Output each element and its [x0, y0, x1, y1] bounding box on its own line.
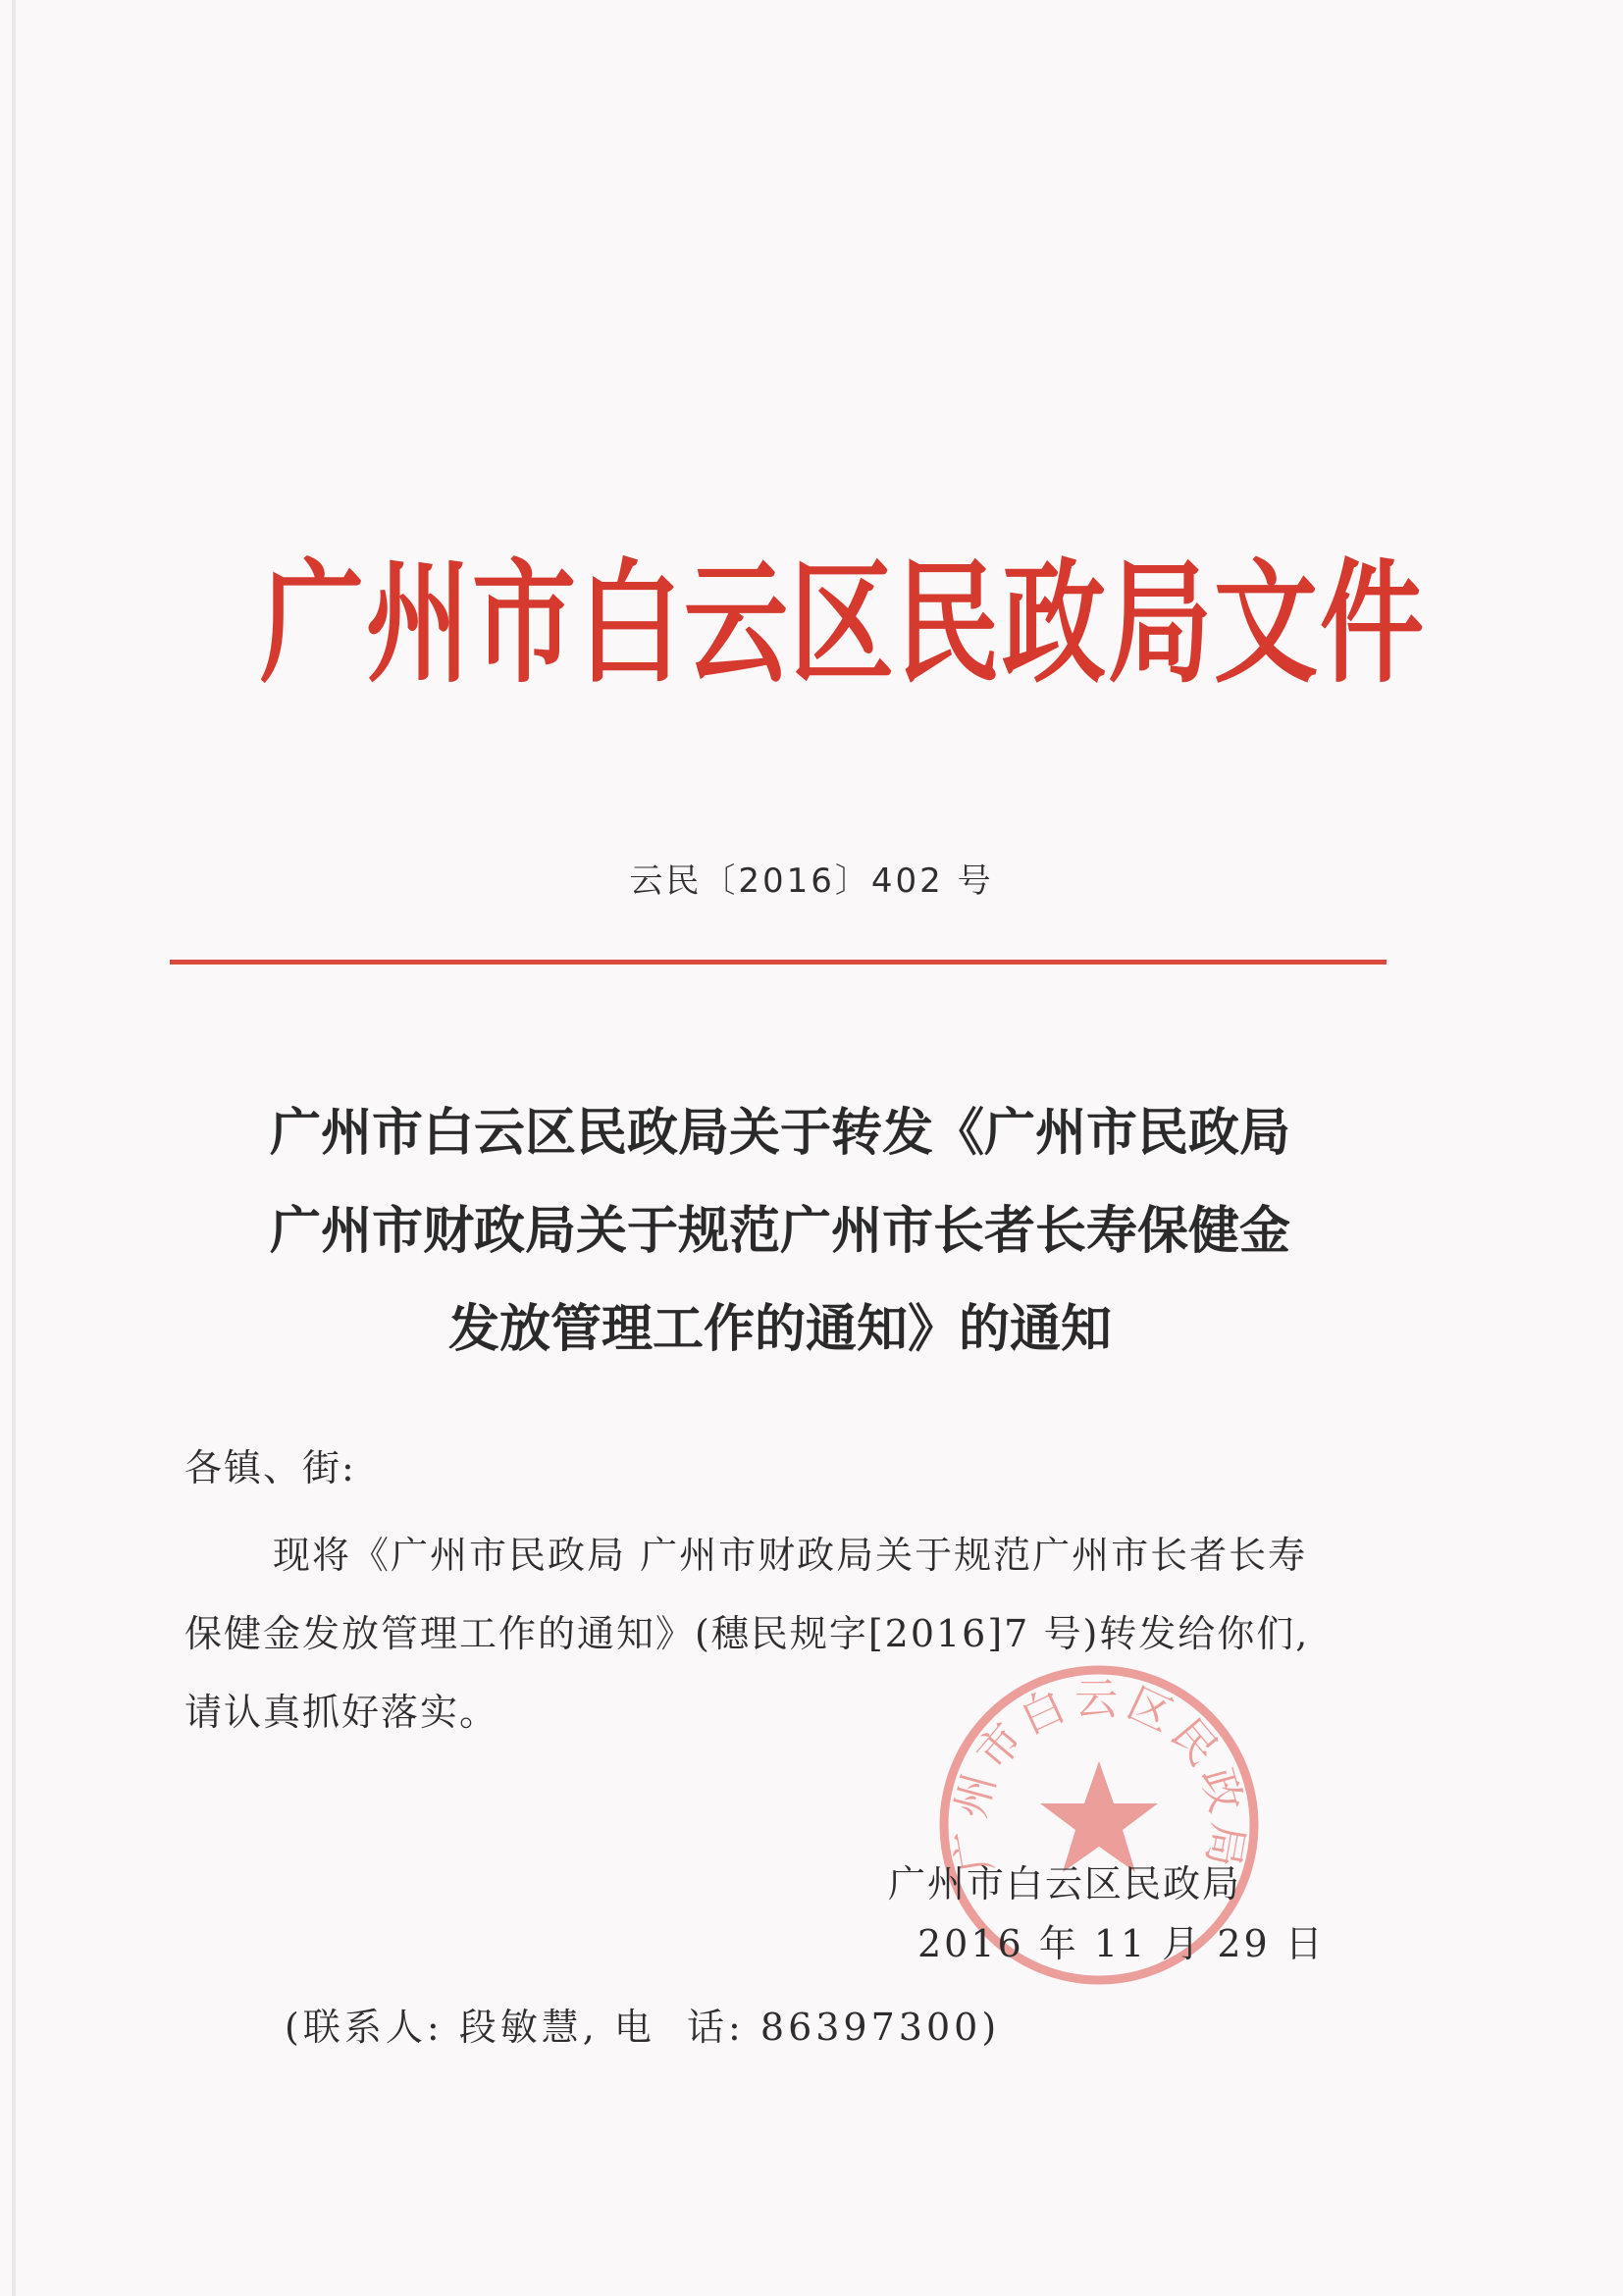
- issue-date: 2016 年 11 月 29 日: [917, 1922, 1326, 1965]
- body-line-1: 现将《广州市民政局 广州市财政局关于规范广州市长者长寿: [273, 1534, 1308, 1577]
- red-divider-rule: [170, 960, 1387, 965]
- notice-title-line-1: 广州市白云区民政局关于转发《广州市民政局: [269, 1103, 1290, 1163]
- body-line-3: 请认真抓好落实。: [184, 1691, 499, 1734]
- notice-title-line-2: 广州市财政局关于规范广州市长者长寿保健金: [269, 1201, 1290, 1261]
- body-line-2: 保健金发放管理工作的通知》(穗民规字[2016]7 号)转发给你们,: [184, 1612, 1310, 1655]
- notice-title: [167, 1084, 1393, 1379]
- agency-banner-title: 广州市白云区民政局文件: [260, 544, 1426, 702]
- contact-info: (联系人: 段敏慧, 电 话: 86397300): [285, 2006, 1001, 2049]
- seal-text: 广州市白云区民政局: [945, 1674, 1253, 1877]
- scan-edge: [12, 0, 16, 2296]
- notice-title-line-3: 发放管理工作的通知》的通知: [447, 1299, 1112, 1359]
- salutation: 各镇、街:: [184, 1446, 356, 1489]
- document-number: 云民〔2016〕402 号: [629, 861, 994, 901]
- issuer-signature: 广州市白云区民政局: [888, 1862, 1242, 1905]
